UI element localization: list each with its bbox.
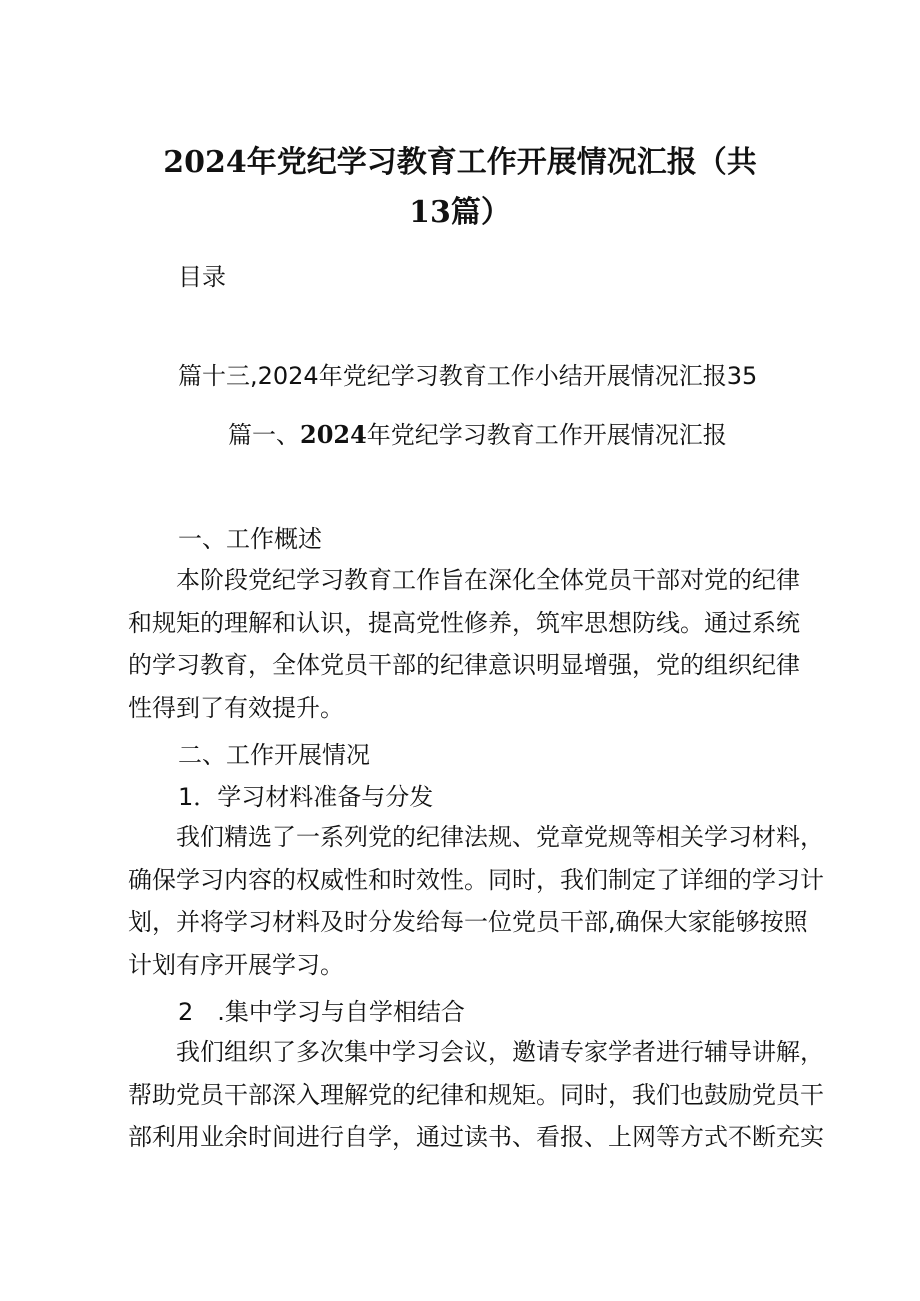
paragraph-line: 的学习教育，全体党员干部的纪律意识明显增强，党的组织纪律 <box>128 651 800 679</box>
article-title-rest: 年党纪学习教育工作开展情况汇报 <box>366 421 727 449</box>
item-1-paragraph <box>128 816 824 986</box>
item-2-paragraph <box>128 1031 824 1159</box>
paragraph-line: 我们组织了多次集中学习会议，邀请专家学者进行辅导讲解， <box>176 1038 824 1066</box>
paragraph-line: 性得到了有效提升。 <box>128 693 344 722</box>
paragraph-line: 确保学习内容的权威性和时效性。同时，我们制定了详细的学习计 <box>128 865 824 894</box>
paragraph-line: 划，并将学习材料及时分发给每一位党员干部,确保大家能够按照 <box>128 908 808 936</box>
toc-heading: 目录 <box>178 263 226 291</box>
item-1-heading: 1．学习材料准备与分发 <box>178 783 434 811</box>
paragraph-line: 部利用业余时间进行自学，通过读书、看报、上网等方式不断充实 <box>128 1123 824 1151</box>
paragraph-line: 本阶段党纪学习教育工作旨在深化全体党员干部对党的纪律 <box>176 566 800 594</box>
section-2-heading: 二、工作开展情况 <box>178 741 370 769</box>
paragraph-line: 计划有序开展学习。 <box>128 950 344 979</box>
article-prefix: 篇一、 <box>228 421 300 449</box>
paragraph-line: 我们精选了一系列党的纪律法规、党章党规等相关学习材料， <box>176 823 824 851</box>
article-year: 2024 <box>300 420 367 449</box>
title-line-2: 13篇） <box>409 195 511 230</box>
toc-entry[interactable]: 篇十三,2024年党纪学习教育工作小结开展情况汇报35 <box>178 362 758 390</box>
section-1-paragraph <box>128 559 800 729</box>
title-line-1: 2024年党纪学习教育工作开展情况汇报（共 <box>163 145 757 180</box>
article-heading <box>228 420 727 450</box>
item-2-heading: 2 .集中学习与自学相结合 <box>178 998 465 1026</box>
paragraph-line: 和规矩的理解和认识，提高党性修养，筑牢思想防线。通过系统 <box>128 608 800 637</box>
paragraph-line: 帮助党员干部深入理解党的纪律和规矩。同时，我们也鼓励党员干 <box>128 1080 824 1109</box>
document-title <box>120 138 800 238</box>
section-1-heading: 一、工作概述 <box>178 525 322 553</box>
